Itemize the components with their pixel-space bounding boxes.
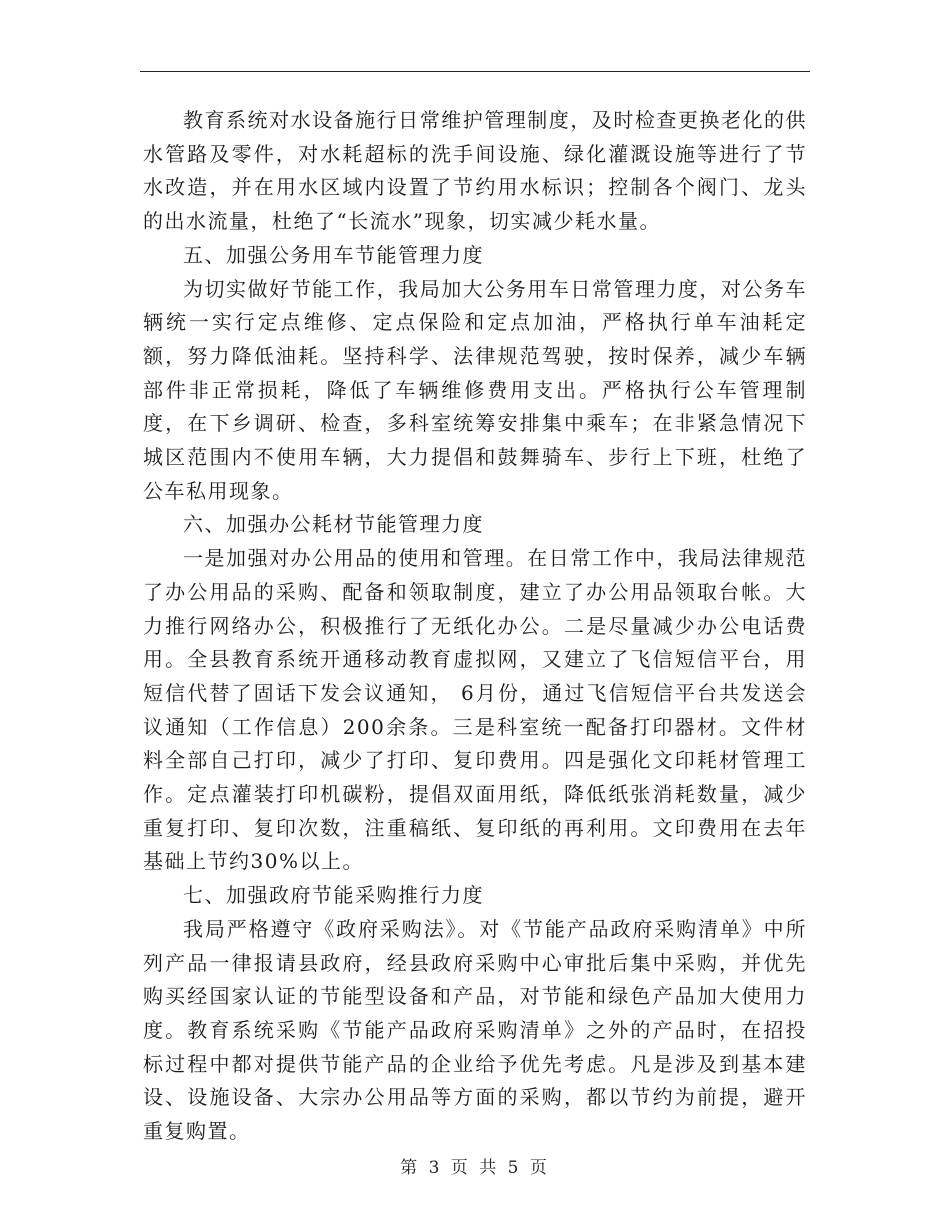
paragraph-water-saving: 教育系统对水设备施行日常维护管理制度，及时检查更换老化的供水管路及零件，对水耗超标的洗手间设施、绿化灌溉设施等进行了节水改造，并在用水区域内设置了节约用水标识；控制各个阀门、龙头的出水流量，杜绝了“长流水”现象，切实减少耗水量。 [143,108,807,234]
paragraph-vehicle-management: 为切实做好节能工作，我局加大公务用车日常管理力度，对公务车辆统一实行定点维修、定点保险和定点加油，严格执行单车油耗定额，努力降低油耗。坚持科学、法律规范驾驶，按时保养，减少车辆部件非正常损耗，降低了车辆维修费用支出。严格执行公车管理制度，在下乡调研、检查，多科室统筹安排集中乘车；在非紧急情况下城区范围内不使用车辆，大力提倡和鼓舞骑车、步行上下班，杜绝了公车私用现象。 [143,276,807,503]
paragraph-procurement: 我局严格遵守《政府采购法》。对《节能产品政府采购清单》中所列产品一律报请县政府，经县政府采购中心审批后集中采购，并优先购买经国家认证的节能型设备和产品，对节能和绿色产品加大使用力度。教育系统采购《节能产品政府采购清单》之外的产品时，在招投标过程中都对提供节能产品的企业给予优先考虑。凡是涉及到基本建设、设施设备、大宗办公用品等方面的采购，都以节约为前提，避开重复购置。 [143,916,807,1144]
section-heading-5: 五、加强公务用车节能管理力度 [183,242,484,267]
section-heading-7: 七、加强政府节能采购推行力度 [183,883,484,908]
paragraph-office-supplies: 一是加强对办公用品的使用和管理。在日常工作中，我局法律规范了办公用品的采购、配备和领取制度，建立了办公用品领取台帐。大力推行网络办公，积极推行了无纸化办公。二是尽量减少办公电话费用。全县教育系统开通移动教育虚拟网，又建立了飞信短信平台，用短信代替了固话下发会议通知， 6月份，通过飞信短信平台共发送会议通知（工作信息）200余条。三是科室统一配备打印器材。文件材料全部自己打印，减少了打印、复印费用。四是强化文印耗材管理工作。定点灌装打印机碳粉，提倡双面用纸，降低纸张消耗数量，减少重复打印、复印次数，注重稿纸、复印纸的再利用。文印费用在去年基础上节约30%以上。 [143,546,807,874]
header-rule [140,71,810,72]
section-heading-6: 六、加强办公耗材节能管理力度 [183,512,484,537]
document-body [143,104,807,1149]
page-footer: 第 3 页 共 5 页 [400,1158,550,1178]
